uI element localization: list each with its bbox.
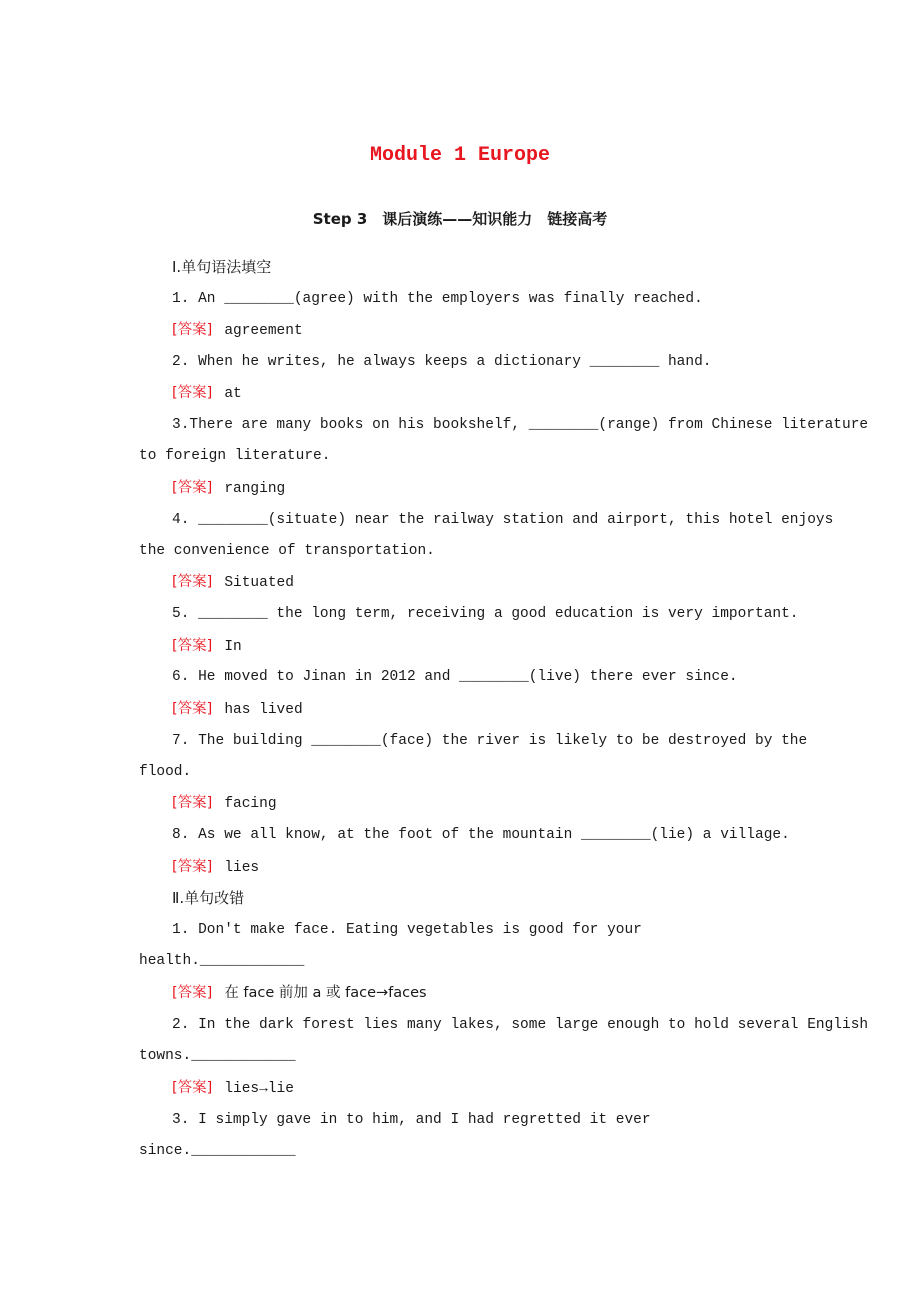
answer-value: Situated: [224, 575, 294, 591]
question-3: 3.There are many books on his bookshelf, ________(range) from Chinese literature: [172, 417, 869, 433]
question-4-cont: the convenience of transportation.: [139, 543, 435, 559]
answer-row: [172, 636, 242, 657]
question-1: 1. An ________(agree) with the employers was finally reached.: [172, 291, 703, 307]
answer-label: [答案]: [172, 322, 213, 338]
answer-row: [172, 793, 277, 814]
answer-value: facing: [224, 796, 277, 812]
answer-label: [答案]: [172, 638, 213, 654]
correction-1-cont: health.____________: [139, 953, 305, 969]
answer-row: [172, 1078, 294, 1099]
answer-value: lies→lie: [224, 1081, 294, 1097]
correction-2: 2. In the dark forest lies many lakes, some large enough to hold several English: [172, 1017, 869, 1033]
answer-label: [答案]: [172, 1080, 213, 1096]
answer-row: [172, 983, 427, 1004]
answer-label: [答案]: [172, 701, 213, 717]
answer-label: [答案]: [172, 859, 213, 875]
answer-row: [172, 478, 285, 499]
answer-value: agreement: [224, 323, 303, 339]
correction-2-cont: towns.____________: [139, 1048, 296, 1064]
answer-label: [答案]: [172, 385, 213, 401]
answer-row: [172, 572, 294, 593]
answer-label: [答案]: [172, 574, 213, 590]
section-heading-1: Ⅰ.单句语法填空: [172, 258, 272, 276]
question-6: 6. He moved to Jinan in 2012 and ________(live) there ever since.: [172, 669, 738, 685]
answer-value: ranging: [224, 481, 286, 497]
section-heading-2: Ⅱ.单句改错: [172, 889, 245, 907]
question-2: 2. When he writes, he always keeps a dictionary ________ hand.: [172, 354, 712, 370]
question-8: 8. As we all know, at the foot of the mountain ________(lie) a village.: [172, 827, 790, 843]
answer-value: 在 face 前加 a 或 face→faces: [224, 985, 427, 1001]
question-7: 7. The building ________(face) the river is likely to be destroyed by the: [172, 733, 808, 749]
answer-value: In: [224, 639, 242, 655]
answer-row: [172, 699, 303, 720]
page-title: Module 1 Europe: [369, 144, 551, 167]
answer-row: [172, 383, 242, 404]
question-3-cont: to foreign literature.: [139, 448, 331, 464]
answer-row: [172, 320, 303, 341]
correction-3: 3. I simply gave in to him, and I had regretted it ever: [172, 1112, 651, 1128]
answer-value: has lived: [224, 702, 303, 718]
answer-value: lies: [224, 860, 260, 876]
answer-label: [答案]: [172, 985, 213, 1001]
answer-row: [172, 857, 259, 878]
step-heading: Step 3 课后演练——知识能力 链接高考: [312, 210, 608, 228]
question-5: 5. ________ the long term, receiving a good education is very important.: [172, 606, 799, 622]
correction-1: 1. Don't make face. Eating vegetables is good for your: [172, 922, 642, 938]
answer-label: [答案]: [172, 795, 213, 811]
question-4: 4. ________(situate) near the railway station and airport, this hotel enjoys: [172, 512, 834, 528]
correction-3-cont: since.____________: [139, 1143, 296, 1159]
answer-value: at: [224, 386, 242, 402]
answer-label: [答案]: [172, 480, 213, 496]
question-7-cont: flood.: [139, 764, 192, 780]
